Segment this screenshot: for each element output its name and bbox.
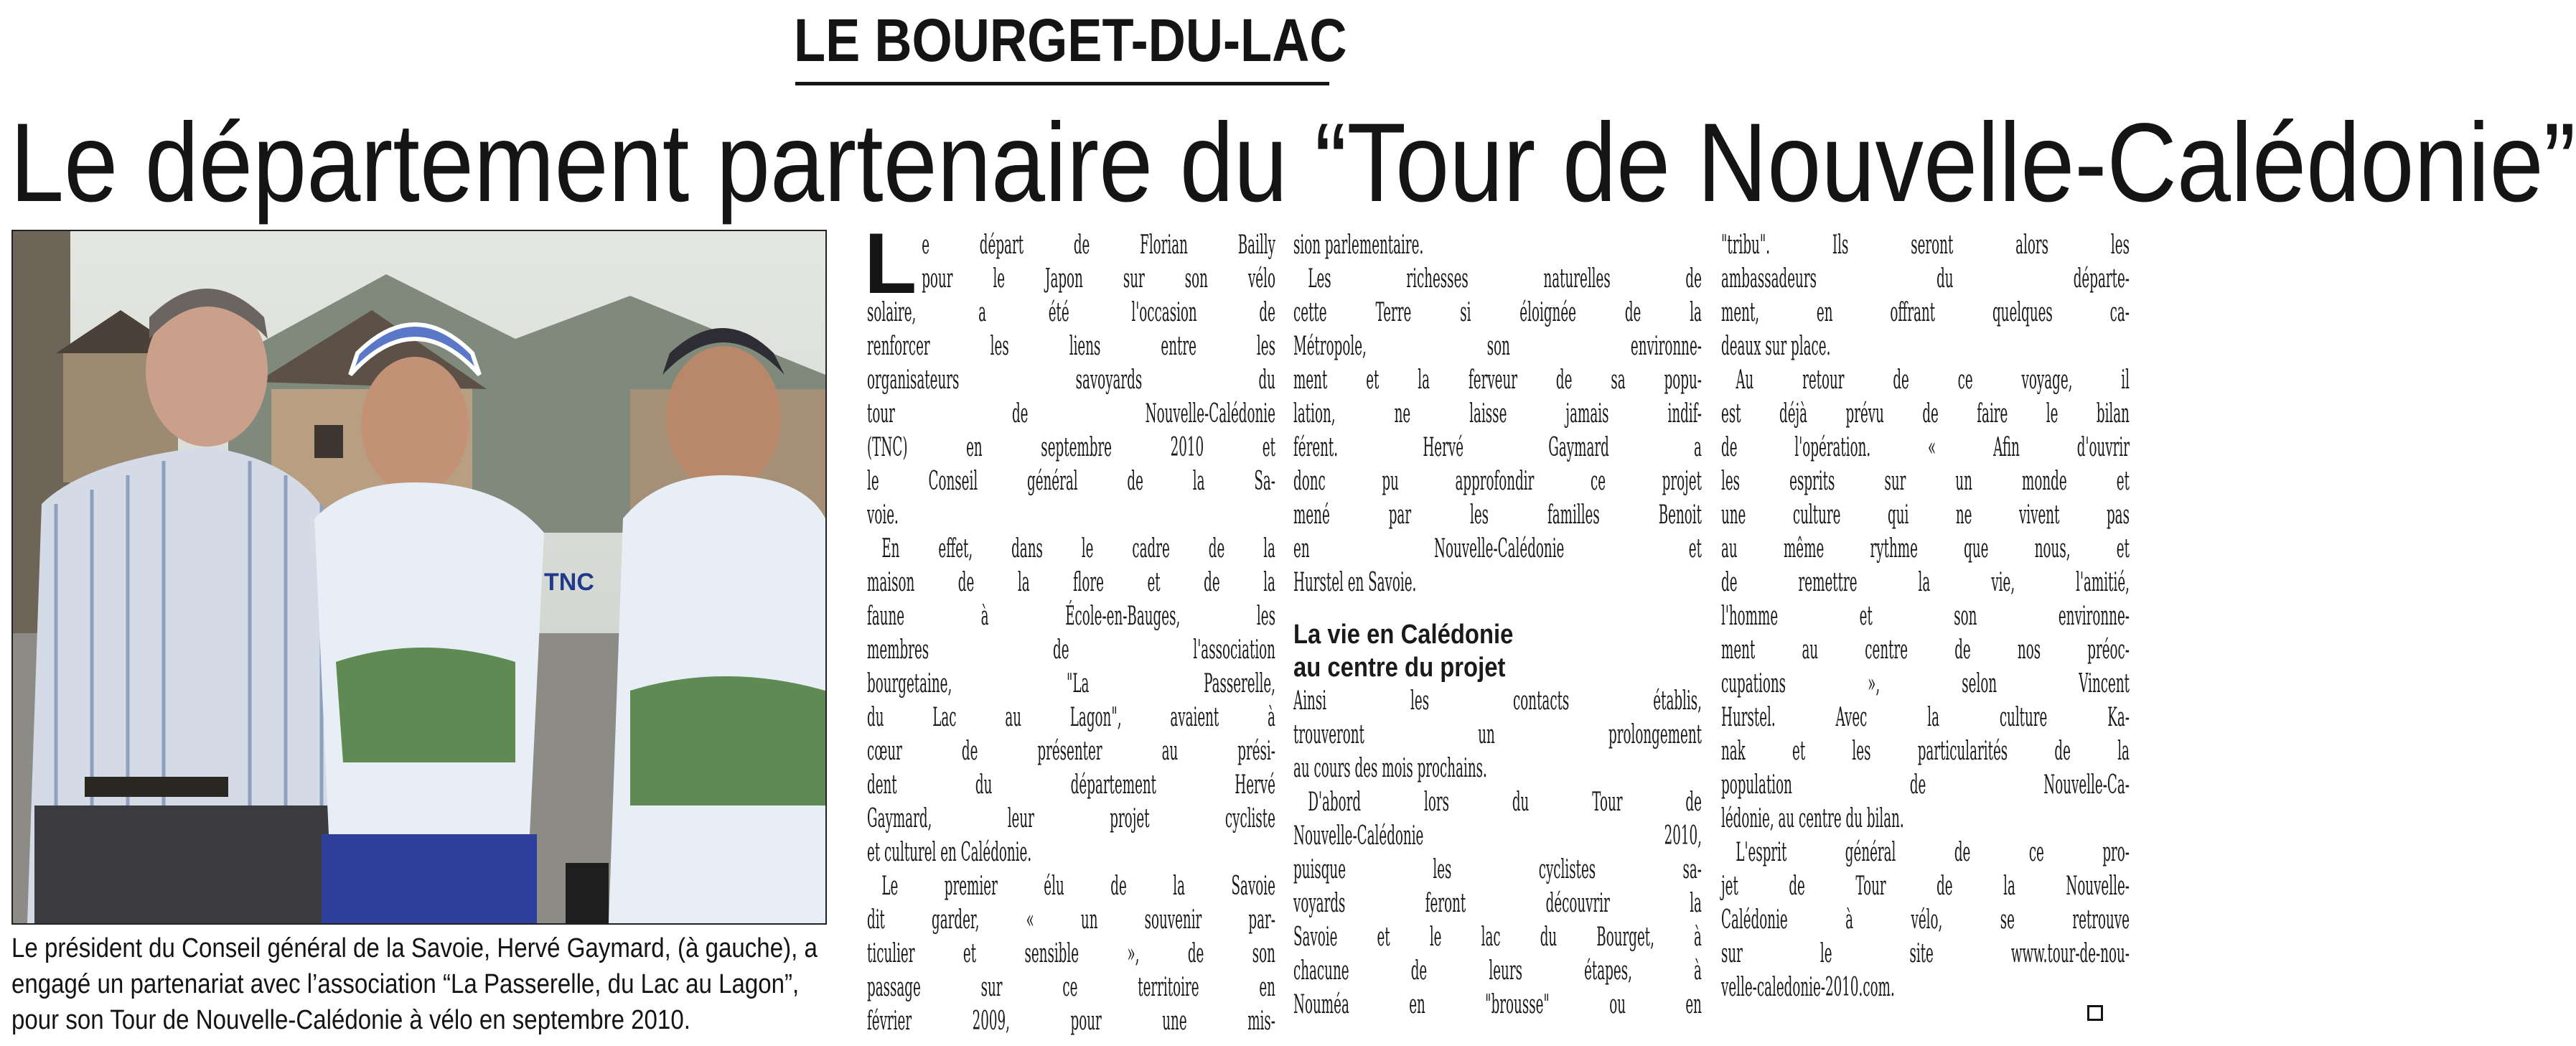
article-text-line: Gaymard, leur projet cycliste [867, 804, 1275, 833]
article-text-line: "tribu". Ils seront alors les [1721, 230, 2130, 260]
article-text-line: pour le Japon sur son vélo [922, 264, 1275, 294]
article-text-line: Hurstel. Avec la culture Ka- [1721, 703, 2130, 732]
article-text-line: solaire, a été l'occasion de [867, 298, 1275, 327]
article-text-line: Hurstel en Savoie. [1293, 568, 1417, 597]
article-text-line: dit garder, « un souvenir par- [867, 905, 1275, 935]
article-text-line: Nouvelle-Calédonie 2010, [1293, 821, 1702, 851]
article-text-line: Nouméa en "brousse" ou en [1293, 990, 1702, 1019]
article-text-line: Calédonie à vélo, se retrouve [1721, 905, 2130, 935]
section-kicker: LE BOURGET-DU-LAC [794, 6, 1347, 74]
article-text-line: membres de l'association [867, 635, 1275, 665]
article-text-line: de remettre la vie, l'amitié, [1721, 568, 2130, 597]
article-subhead: au centre du projet [1293, 653, 1506, 683]
article-text-line: nak et les particularités de la [1721, 737, 2130, 766]
article-text-line: Au retour de ce voyage, il [1736, 365, 2130, 395]
article-text-line: cœur de présenter au prési- [867, 737, 1275, 766]
article-text-line: passage sur ce territoire en [867, 973, 1275, 1002]
article-text-line: ment et la ferveur de sa popu- [1293, 365, 1702, 395]
photo-caption [11, 930, 823, 1038]
article-text-line: voyards feront découvrir la [1293, 889, 1702, 918]
article-text-line: est déjà prévu de faire le bilan [1721, 399, 2130, 429]
article-text-line: cupations », selon Vincent [1721, 669, 2130, 699]
end-of-article-mark [2087, 1005, 2103, 1021]
article-text-line: sur le site www.tour-de-nou- [1721, 939, 2130, 968]
photo-illustration [13, 231, 825, 923]
kicker-underline [795, 82, 1329, 85]
article-text-line: cette Terre si éloignée de la [1293, 298, 1702, 327]
article-text-line: ment, en offrant quelques ca- [1721, 298, 2130, 327]
article-text-line: Le premier élu de la Savoie [881, 872, 1275, 901]
article-text-line: de l'opération. « Afin d'ouvrir [1721, 433, 2130, 462]
article-photo [11, 230, 827, 925]
svg-text:TNC: TNC [544, 569, 594, 596]
article-text-line: deaux sur place. [1721, 332, 1831, 361]
article-text-line: voie. [867, 500, 899, 530]
article-text-line: puisque les cyclistes sa- [1293, 855, 1702, 884]
article-text-line: les esprits sur un monde et [1721, 467, 2130, 496]
article-text-line: donc pu approfondir ce projet [1293, 467, 1702, 496]
article-text-line: Ainsi les contacts établis, [1293, 686, 1702, 716]
article-headline: Le département partenaire du “Tour de Nouvelle-Calédonie” [10, 101, 2576, 225]
article-text-line: ambassadeurs du départe- [1721, 264, 2130, 294]
article-text-line: sion parlementaire. [1293, 230, 1424, 260]
article-text-line: dent du département Hervé [867, 770, 1275, 800]
article-text-line: ticulier et sensible », de son [867, 939, 1275, 968]
article-text-line: Savoie et le lac du Bourget, à [1293, 923, 1702, 952]
article-text-line: Métropole, son environne- [1293, 332, 1702, 361]
article-text-line: en Nouvelle-Calédonie et [1293, 534, 1702, 564]
article-subhead: La vie en Calédonie [1293, 620, 1514, 650]
article-text-line: chacune de leurs étapes, à [1293, 956, 1702, 986]
article-text-line: du Lac au Lagon", avaient à [867, 703, 1275, 732]
article-text-line: D'abord lors du Tour de [1308, 788, 1702, 817]
article-text-line: organisateurs savoyards du [867, 365, 1275, 395]
caption-line: engagé un partenariat avec l’association “La Passerelle, du Lac au Lagon”, [11, 969, 800, 999]
article-text-line: lation, ne laisse jamais indif- [1293, 399, 1702, 429]
article-text-line: l'homme et son environne- [1721, 602, 2130, 631]
article-text-line: Les richesses naturelles de [1308, 264, 1702, 294]
article-text-line: et culturel en Calédonie. [867, 838, 1032, 867]
article-text-line: février 2009, pour une mis- [867, 1007, 1275, 1036]
article-text-line: mené par les familles Benoit [1293, 500, 1702, 530]
article-text-line: e départ de Florian Bailly [922, 230, 1275, 260]
jersey-text-1 [544, 569, 594, 596]
article-column-3 [1721, 228, 2525, 1004]
article-text-line: trouveront un prolongement [1293, 720, 1702, 750]
article-text-line: au même rythme que nous, et [1721, 534, 2130, 564]
article-text-line: faune à École-en-Bauges, les [867, 602, 1275, 631]
article-text-line: population de Nouvelle-Ca- [1721, 770, 2130, 800]
article-text-line: velle-caledonie-2010.com. [1721, 973, 1895, 1002]
article-text-line: le Conseil général de la Sa- [867, 467, 1275, 496]
article-text-line: En effet, dans le cadre de la [881, 534, 1275, 564]
article-text-line: L'esprit général de ce pro- [1736, 838, 2130, 867]
article-text-line: jet de Tour de la Nouvelle- [1721, 872, 2130, 901]
article-text-line: au cours des mois prochains. [1293, 754, 1487, 783]
caption-line: Le président du Conseil général de la Savoie, Hervé Gaymard, (à gauche), a [11, 933, 818, 963]
article-text-line: ment au centre de nos préoc- [1721, 635, 2130, 665]
drop-cap: L [864, 215, 917, 312]
article-text-line: bourgetaine, "La Passerelle, [867, 669, 1275, 699]
article-text-line: tour de Nouvelle-Calédonie [867, 399, 1275, 429]
article-text-line: une culture qui ne vivent pas [1721, 500, 2130, 530]
article-text-line: renforcer les liens entre les [867, 332, 1275, 361]
article-text-line: (TNC) en septembre 2010 et [867, 433, 1275, 462]
article-text-line: férent. Hervé Gaymard a [1293, 433, 1702, 462]
article-text-line: lédonie, au centre du bilan. [1721, 804, 1904, 833]
caption-line: pour son Tour de Nouvelle-Calédonie à vélo en septembre 2010. [11, 1005, 690, 1035]
article-text-line: maison de la flore et de la [867, 568, 1275, 597]
